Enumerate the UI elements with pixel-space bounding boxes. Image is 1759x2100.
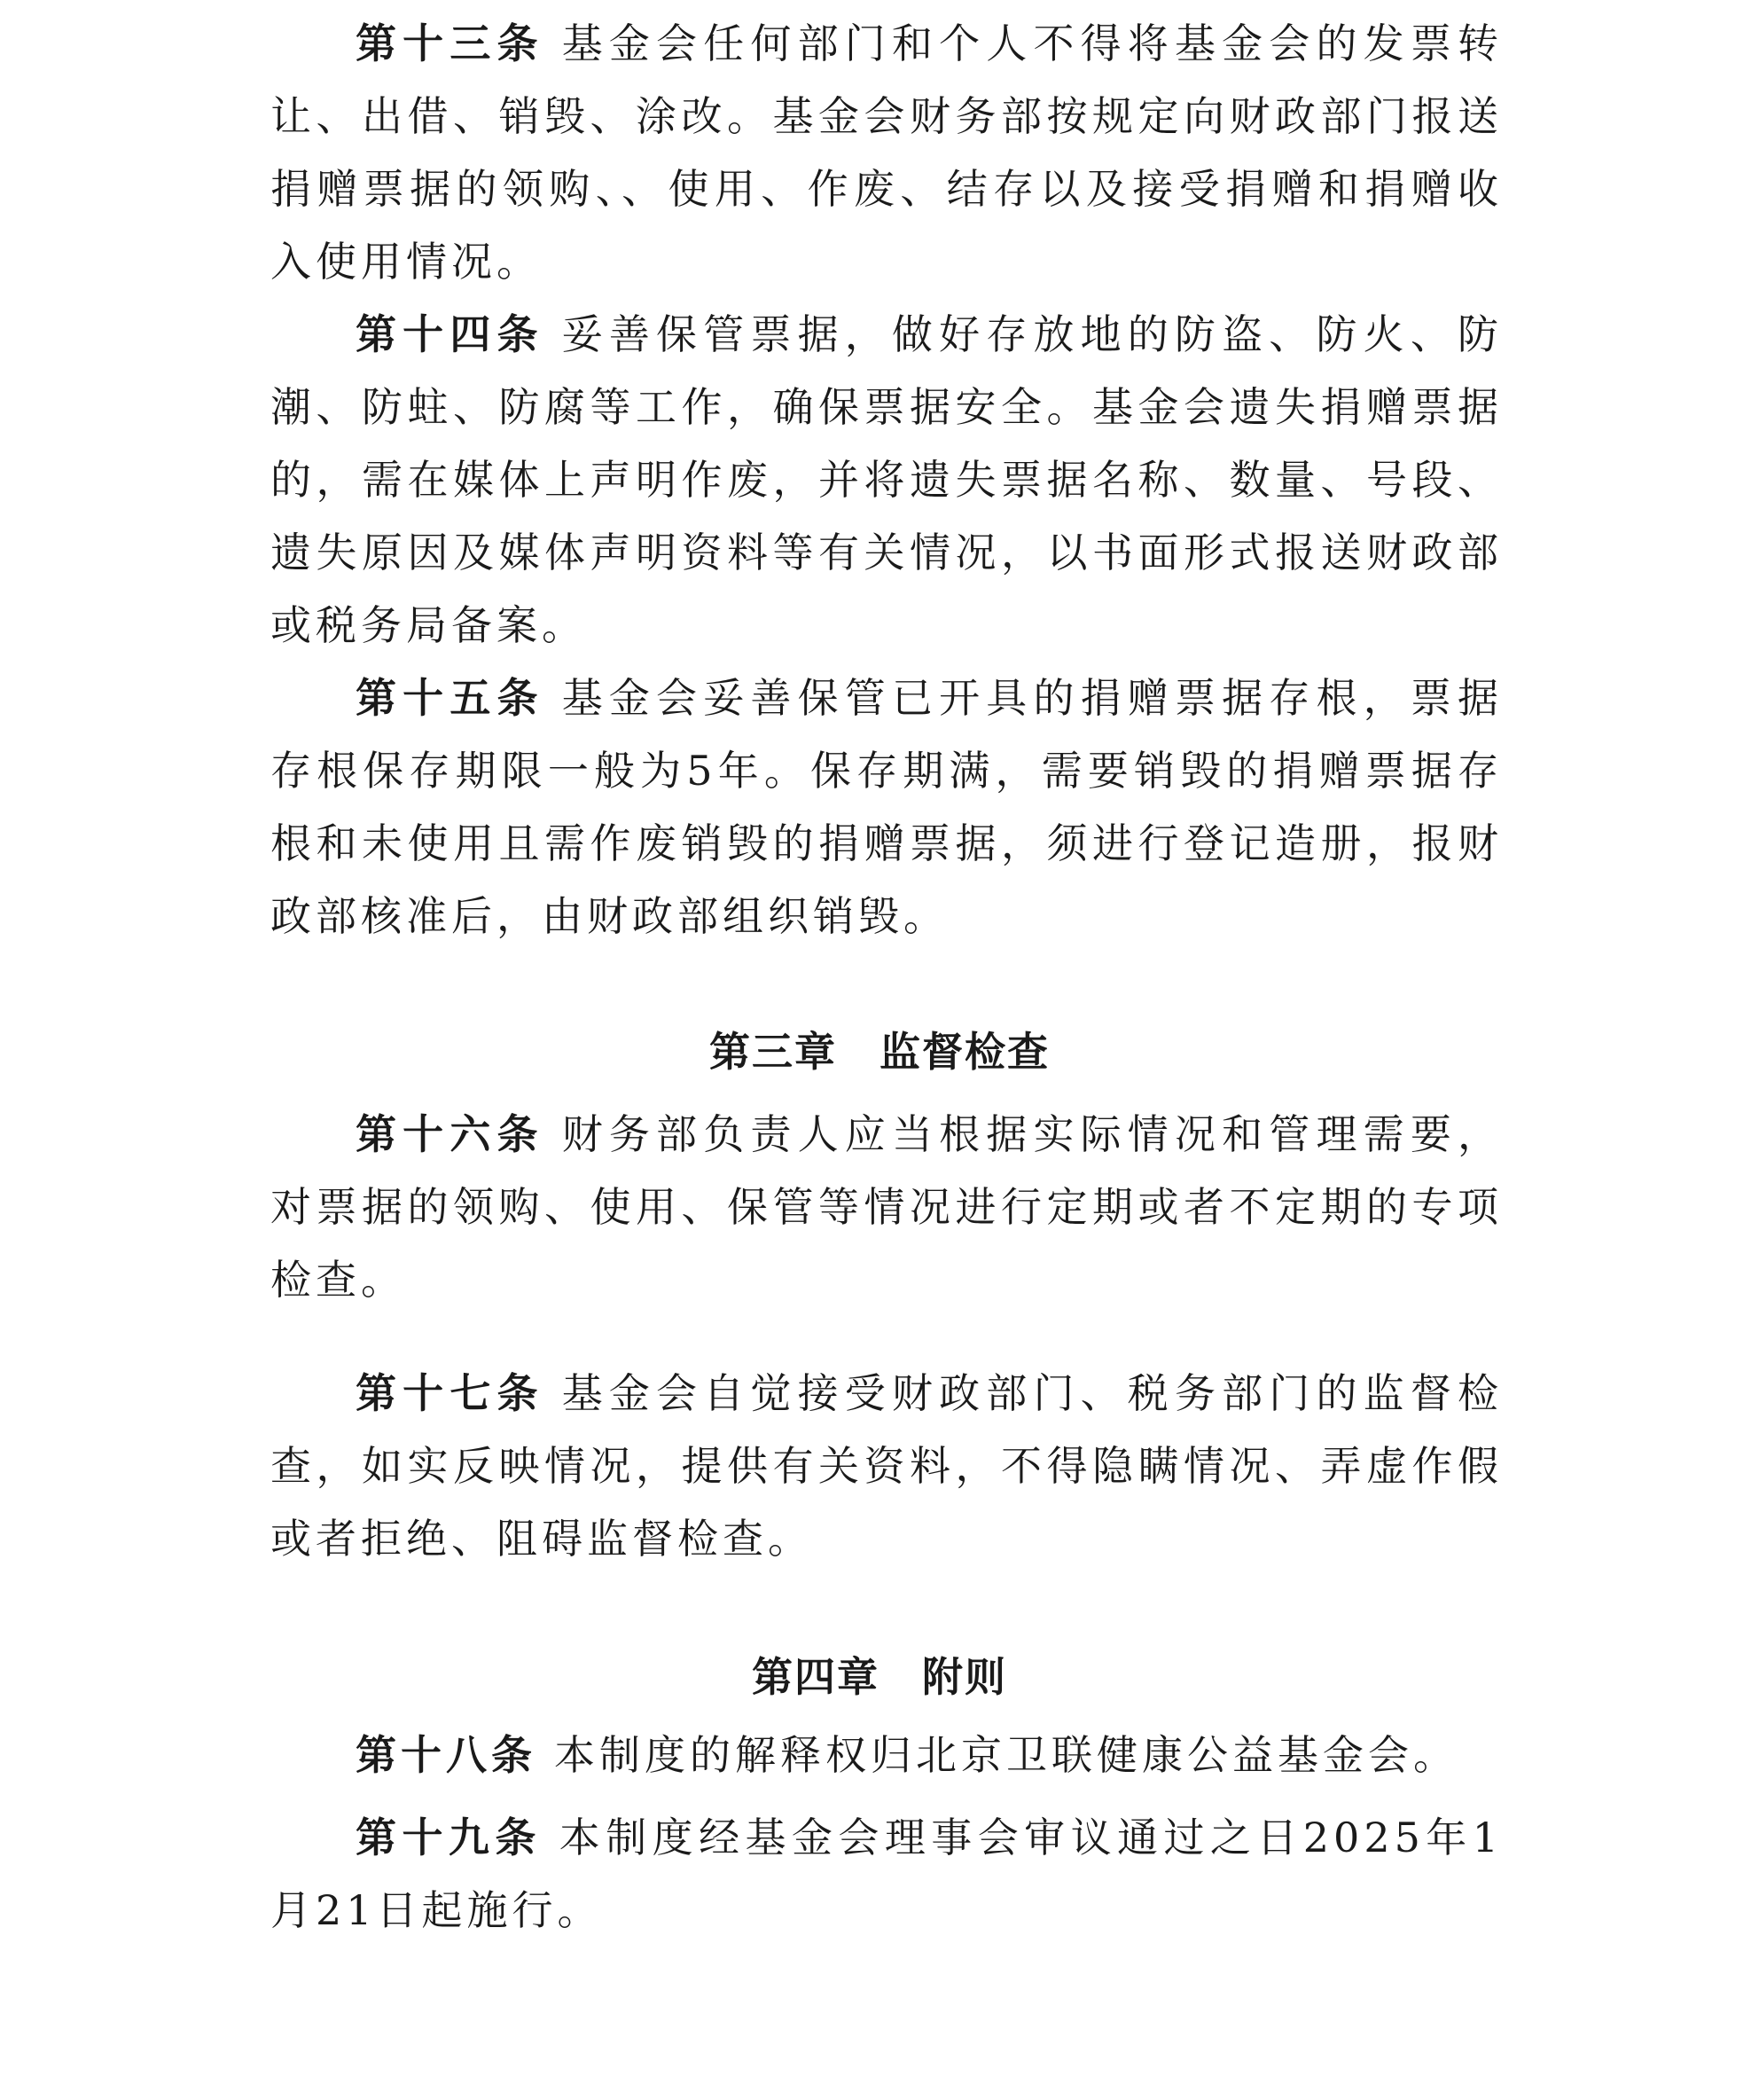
article-text: 基金会自觉接受财政部门、税务部门的监督检查，如实反映情况，提供有关资料，不得隐瞒情况、弄虚作假或者拒绝、阻碍监督检查。 xyxy=(270,1369,1504,1563)
article-number: 第十七条 xyxy=(356,1369,544,1417)
article-text: 本制度经基金会理事会审议通过之日2025年1月21日起施行。 xyxy=(270,1814,1503,1934)
article-13 xyxy=(270,7,1503,298)
article-text: 本制度的解释权归北京卫联健康公益基金会。 xyxy=(554,1731,1458,1779)
article-19 xyxy=(270,1801,1503,1947)
article-number: 第十四条 xyxy=(356,310,544,358)
article-16 xyxy=(270,1098,1503,1316)
article-number: 第十六条 xyxy=(356,1110,544,1158)
chapter-heading-3: 第三章 监督检查 xyxy=(709,1028,1050,1076)
article-number: 第十九条 xyxy=(356,1814,542,1861)
article-15 xyxy=(270,662,1503,952)
article-number: 第十八条 xyxy=(356,1731,536,1779)
article-14 xyxy=(270,298,1503,662)
article-18 xyxy=(270,1719,1503,1791)
article-text: 财务部负责人应当根据实际情况和管理需要，对票据的领购、使用、保管等情况进行定期或者不定期的专项检查。 xyxy=(270,1110,1504,1304)
article-text: 基金会任何部门和个人不得将基金会的发票转让、出借、销毁、涂改。基金会财务部按规定向财政部门报送捐赠票据的领购、、使用、作废、结存以及接受捐赠和捐赠收入使用情况。 xyxy=(270,20,1504,286)
article-text: 基金会妥善保管已开具的捐赠票据存根，票据存根保存期限一般为5年。保存期满，需要销毁的捐赠票据存根和未使用且需作废销毁的捐赠票据，须进行登记造册，报财政部核准后，由财政部组织销毁。 xyxy=(270,674,1504,940)
article-text: 妥善保管票据，做好存放地的防盗、防火、防潮、防蛀、防腐等工作，确保票据安全。基金会遗失捐赠票据的，需在媒体上声明作废，并将遗失票据名称、数量、号段、遗失原因及媒体声明资料等有关情况，以书面形式报送财政部或税务局备案。 xyxy=(270,310,1504,649)
article-number: 第十五条 xyxy=(356,674,544,722)
article-17 xyxy=(270,1357,1503,1575)
chapter-heading-4: 第四章 附则 xyxy=(752,1653,1007,1701)
article-number: 第十三条 xyxy=(356,20,544,67)
